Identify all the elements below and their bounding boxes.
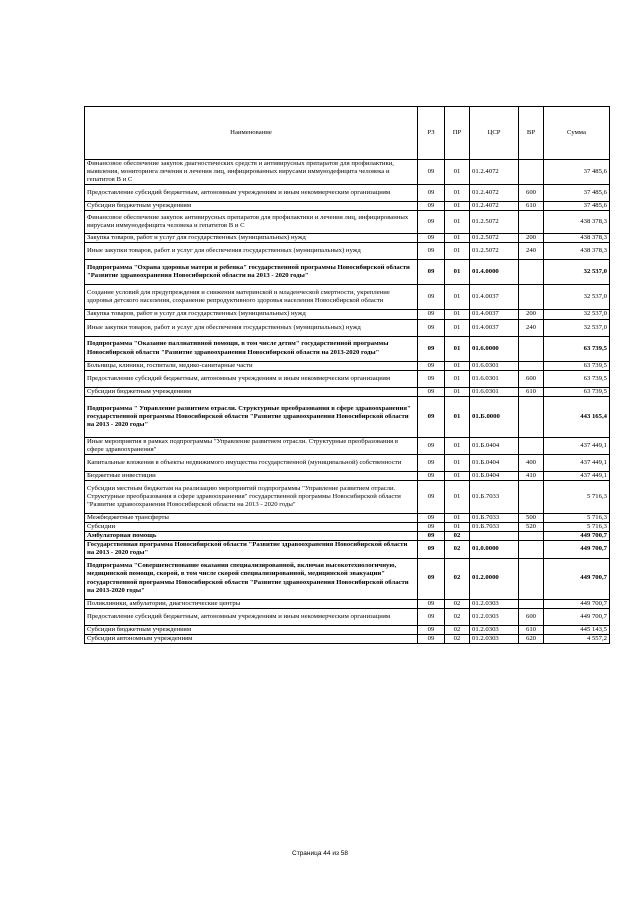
table-row	[85, 336, 610, 361]
cell-vr	[519, 160, 544, 185]
cell-vr: 200	[519, 310, 544, 319]
cell-name: Подпрограмма "Оказание паллиативной помощи, в том числе детям" государственной программы Новосибирской области "Развитие здравоохранения Новосибирской области на 2013-2020 годы"	[85, 336, 418, 361]
cell-rz: 09	[418, 370, 445, 387]
cell-sum: 438 378,3	[544, 234, 610, 243]
cell-vr	[519, 558, 544, 599]
table-row	[85, 160, 610, 185]
cell-sum: 449 700,7	[544, 532, 610, 541]
cell-vr	[519, 437, 544, 454]
cell-pr: 02	[445, 541, 470, 558]
cell-sum: 63 739,5	[544, 336, 610, 361]
cell-sum: 63 739,5	[544, 370, 610, 387]
table-row	[85, 370, 610, 387]
cell-pr: 01	[445, 454, 470, 471]
cell-name: Предоставление субсидий бюджетным, автономным учреждениям и иным некоммерческим организациям	[85, 370, 418, 387]
cell-vr: 400	[519, 454, 544, 471]
table-row	[85, 243, 610, 260]
cell-rz: 09	[418, 541, 445, 558]
cell-rz: 09	[418, 437, 445, 454]
cell-rz: 09	[418, 471, 445, 480]
cell-rz: 09	[418, 514, 445, 523]
cell-rz: 09	[418, 310, 445, 319]
cell-rz: 09	[418, 625, 445, 634]
cell-rz: 09	[418, 523, 445, 532]
cell-csr: 01.2.5072	[470, 234, 519, 243]
cell-rz: 09	[418, 361, 445, 370]
table-row	[85, 319, 610, 336]
header-csr: ЦСР	[470, 107, 519, 160]
cell-pr: 01	[445, 160, 470, 185]
budget-table	[84, 106, 610, 644]
cell-name: Иные закупки товаров, работ и услуг для обеспечения государственных (муниципальных) нужд	[85, 319, 418, 336]
cell-vr: 240	[519, 243, 544, 260]
cell-csr: 01.2.5072	[470, 211, 519, 234]
cell-vr: 610	[519, 625, 544, 634]
cell-pr: 01	[445, 514, 470, 523]
cell-name: Субсидии автономным учреждениям	[85, 634, 418, 643]
cell-rz: 09	[418, 396, 445, 437]
table-row	[85, 260, 610, 285]
cell-sum: 438 378,3	[544, 243, 610, 260]
cell-csr: 01.2.4072	[470, 185, 519, 202]
table-row	[85, 234, 610, 243]
cell-vr	[519, 285, 544, 310]
cell-rz: 09	[418, 599, 445, 608]
cell-name: Капитальные вложения в объекты недвижимого имущества государственной (муниципальной) собственности	[85, 454, 418, 471]
header-pr: ПР	[445, 107, 470, 160]
table-row	[85, 532, 610, 541]
cell-rz: 09	[418, 260, 445, 285]
table-row	[85, 285, 610, 310]
cell-pr: 01	[445, 523, 470, 532]
cell-sum: 32 537,0	[544, 319, 610, 336]
cell-csr: 01.Б.0404	[470, 437, 519, 454]
cell-rz: 09	[418, 319, 445, 336]
cell-csr: 01.2.0303	[470, 599, 519, 608]
cell-vr	[519, 396, 544, 437]
cell-name: Субсидии	[85, 523, 418, 532]
cell-rz: 09	[418, 634, 445, 643]
table-row	[85, 361, 610, 370]
cell-csr: 01.2.5072	[470, 243, 519, 260]
cell-sum: 32 537,0	[544, 285, 610, 310]
cell-csr: 01.4.0037	[470, 310, 519, 319]
cell-csr: 01.6.0301	[470, 370, 519, 387]
cell-sum: 32 537,0	[544, 310, 610, 319]
cell-sum: 437 449,1	[544, 454, 610, 471]
cell-pr: 01	[445, 185, 470, 202]
cell-pr: 01	[445, 336, 470, 361]
cell-csr: 01.2.0303	[470, 634, 519, 643]
cell-vr: 500	[519, 514, 544, 523]
cell-pr: 02	[445, 625, 470, 634]
cell-pr: 01	[445, 319, 470, 336]
cell-csr: 01.6.0301	[470, 387, 519, 396]
cell-rz: 09	[418, 234, 445, 243]
cell-csr: 01.4.0000	[470, 260, 519, 285]
cell-csr: 01.6.0301	[470, 361, 519, 370]
cell-vr	[519, 532, 544, 541]
cell-sum: 443 165,4	[544, 396, 610, 437]
page-footer: Страница 44 из 58	[292, 850, 348, 857]
cell-rz: 09	[418, 185, 445, 202]
cell-pr: 01	[445, 481, 470, 514]
cell-sum: 63 739,5	[544, 387, 610, 396]
cell-csr: 01.Б.7033	[470, 481, 519, 514]
cell-name: Закупка товаров, работ и услуг для государственных (муниципальных) нужд	[85, 310, 418, 319]
cell-vr	[519, 361, 544, 370]
cell-csr: 01.2.0303	[470, 625, 519, 634]
cell-csr: 01.Б.7033	[470, 514, 519, 523]
cell-vr	[519, 599, 544, 608]
cell-name: Поликлиники, амбулатории, диагностические центры	[85, 599, 418, 608]
cell-name: Больницы, клиники, госпитали, медико-санитарные части	[85, 361, 418, 370]
cell-rz: 09	[418, 387, 445, 396]
table-row	[85, 387, 610, 396]
cell-csr: 01.2.4072	[470, 160, 519, 185]
cell-csr: 01.2.0000	[470, 558, 519, 599]
cell-name: Подпрограмма "Совершенствование оказания специализированной, включая высокотехнологичную, медицинской помощи, скорой, в том числе скорой специализированной, медицинской эвакуации" государственной программы Новосибирской области "Развитие здравоохранения Новосибирской области на 2013-2020 годы"	[85, 558, 418, 599]
cell-pr: 01	[445, 202, 470, 211]
header-vr: ВР	[519, 107, 544, 160]
table-row	[85, 471, 610, 480]
cell-name: Субсидии бюджетным учреждениям	[85, 202, 418, 211]
cell-csr: 01.4.0037	[470, 285, 519, 310]
cell-vr: 600	[519, 185, 544, 202]
table-body	[85, 160, 610, 644]
cell-sum: 5 716,3	[544, 523, 610, 532]
cell-sum: 449 700,7	[544, 608, 610, 625]
cell-vr	[519, 211, 544, 234]
cell-sum: 37 485,6	[544, 202, 610, 211]
cell-rz: 09	[418, 481, 445, 514]
cell-pr: 01	[445, 310, 470, 319]
cell-pr: 02	[445, 558, 470, 599]
table-row	[85, 558, 610, 599]
table-row	[85, 185, 610, 202]
cell-rz: 09	[418, 532, 445, 541]
cell-pr: 01	[445, 396, 470, 437]
cell-csr: 01.2.0303	[470, 608, 519, 625]
cell-sum: 63 739,5	[544, 361, 610, 370]
cell-vr: 240	[519, 319, 544, 336]
table-row	[85, 310, 610, 319]
table-row	[85, 437, 610, 454]
cell-csr: 01.6.0000	[470, 336, 519, 361]
cell-pr: 01	[445, 437, 470, 454]
table-row	[85, 523, 610, 532]
cell-sum: 437 449,1	[544, 471, 610, 480]
cell-pr: 01	[445, 361, 470, 370]
cell-sum: 445 143,5	[544, 625, 610, 634]
cell-rz: 09	[418, 285, 445, 310]
cell-pr: 01	[445, 471, 470, 480]
cell-vr: 600	[519, 370, 544, 387]
cell-name: Субсидии бюджетным учреждениям	[85, 387, 418, 396]
cell-pr: 01	[445, 387, 470, 396]
cell-sum: 4 557,2	[544, 634, 610, 643]
cell-vr: 200	[519, 234, 544, 243]
cell-rz: 09	[418, 608, 445, 625]
cell-name: Закупка товаров, работ и услуг для государственных (муниципальных) нужд	[85, 234, 418, 243]
cell-pr: 02	[445, 599, 470, 608]
cell-csr: 01.4.0037	[470, 319, 519, 336]
cell-vr	[519, 336, 544, 361]
cell-sum: 438 378,3	[544, 211, 610, 234]
table-row	[85, 514, 610, 523]
cell-rz: 09	[418, 202, 445, 211]
table-row	[85, 625, 610, 634]
cell-vr	[519, 541, 544, 558]
cell-vr	[519, 481, 544, 514]
table-row	[85, 481, 610, 514]
cell-pr: 01	[445, 260, 470, 285]
cell-pr: 02	[445, 532, 470, 541]
cell-csr: 01.2.4072	[470, 202, 519, 211]
cell-vr: 520	[519, 523, 544, 532]
cell-name: Подпрограмма " Управление развитием отрасли. Структурные преобразования в сфере здравоохранения" государственной программы Новосибирской области "Развитие здравоохранения Новосибирской области на 2013 - 2020 годы"	[85, 396, 418, 437]
cell-vr: 620	[519, 634, 544, 643]
cell-name: Иные мероприятия в рамках подпрограммы "Управление развитием отрасли. Структурные преобразования в сфере здравоохранения"	[85, 437, 418, 454]
cell-name: Субсидии местным бюджетам на реализацию мероприятий подпрограммы "Управление развитием отрасли. Структурные преобразования в сфере здравоохранения" государственной программы Новосибирской области "Развитие здравоохранения Новосибирской области на 2013 - 2020 годы"	[85, 481, 418, 514]
cell-pr: 01	[445, 234, 470, 243]
cell-name: Иные закупки товаров, работ и услуг для обеспечения государственных (муниципальных) нужд	[85, 243, 418, 260]
table-row	[85, 634, 610, 643]
cell-name: Межбюджетные трансферты	[85, 514, 418, 523]
cell-sum: 449 700,7	[544, 541, 610, 558]
header-rz: РЗ	[418, 107, 445, 160]
cell-sum: 449 700,7	[544, 558, 610, 599]
cell-name: Финансовое обеспечение закупок диагностических средств и антивирусных препаратов для профилактики, выявления, мониторинга лечения и лечения лиц, инфицированных вирусами иммунодефицита человека и гепатитов В и С	[85, 160, 418, 185]
cell-vr: 410	[519, 471, 544, 480]
cell-name: Государственная программа Новосибирской области "Развитие здравоохранения Новосибирской области на 2013 - 2020 годы"	[85, 541, 418, 558]
cell-csr: 01.Б.0404	[470, 454, 519, 471]
cell-csr	[470, 532, 519, 541]
table-row	[85, 608, 610, 625]
cell-vr	[519, 260, 544, 285]
cell-sum: 37 485,6	[544, 160, 610, 185]
cell-vr: 610	[519, 387, 544, 396]
cell-rz: 09	[418, 211, 445, 234]
table-row	[85, 211, 610, 234]
cell-rz: 09	[418, 243, 445, 260]
cell-pr: 01	[445, 243, 470, 260]
cell-sum: 437 449,1	[544, 437, 610, 454]
cell-rz: 09	[418, 558, 445, 599]
cell-name: Предоставление субсидий бюджетным, автономным учреждениям и иным некоммерческим организациям	[85, 185, 418, 202]
cell-sum: 449 700,7	[544, 599, 610, 608]
cell-pr: 01	[445, 211, 470, 234]
cell-name: Предоставление субсидий бюджетным, автономным учреждениям и иным некоммерческим организациям	[85, 608, 418, 625]
cell-name: Субсидии бюджетным учреждениям	[85, 625, 418, 634]
cell-vr: 610	[519, 202, 544, 211]
table-row	[85, 202, 610, 211]
cell-rz: 09	[418, 336, 445, 361]
cell-csr: 01.Б.0000	[470, 396, 519, 437]
cell-sum: 32 537,0	[544, 260, 610, 285]
cell-name: Создание условий для предупреждения и снижения материнской и младенческой смертности, укрепление здоровья детского населения, сохранение репродуктивного здоровья населения Новосибирской области	[85, 285, 418, 310]
cell-pr: 02	[445, 608, 470, 625]
table-row	[85, 454, 610, 471]
header-name: Наименование	[85, 107, 418, 160]
cell-name: Бюджетные инвестиции	[85, 471, 418, 480]
cell-name: Финансовое обеспечение закупок антивирусных препаратов для профилактики и лечения лиц, инфицированных вирусами иммунодефицита человека и гепатитов В и С	[85, 211, 418, 234]
cell-rz: 09	[418, 454, 445, 471]
cell-name: Подпрограмма "Охрана здоровья матери и ребенка" государственной программы Новосибирской области "Развитие здравоохранения Новосибирской области на 2013 - 2020 годы"	[85, 260, 418, 285]
table-row	[85, 599, 610, 608]
cell-sum: 5 716,3	[544, 481, 610, 514]
cell-csr: 01.Б.0404	[470, 471, 519, 480]
cell-csr: 01.0.0000	[470, 541, 519, 558]
cell-pr: 01	[445, 370, 470, 387]
header-sum: Сумма	[544, 107, 610, 160]
cell-pr: 02	[445, 634, 470, 643]
cell-vr: 600	[519, 608, 544, 625]
table-row	[85, 541, 610, 558]
cell-name: Амбулаторная помощь	[85, 532, 418, 541]
table-header-row	[85, 107, 610, 160]
cell-csr: 01.Б.7033	[470, 523, 519, 532]
cell-pr: 01	[445, 285, 470, 310]
cell-sum: 5 716,3	[544, 514, 610, 523]
cell-sum: 37 485,6	[544, 185, 610, 202]
cell-rz: 09	[418, 160, 445, 185]
table-row	[85, 396, 610, 437]
